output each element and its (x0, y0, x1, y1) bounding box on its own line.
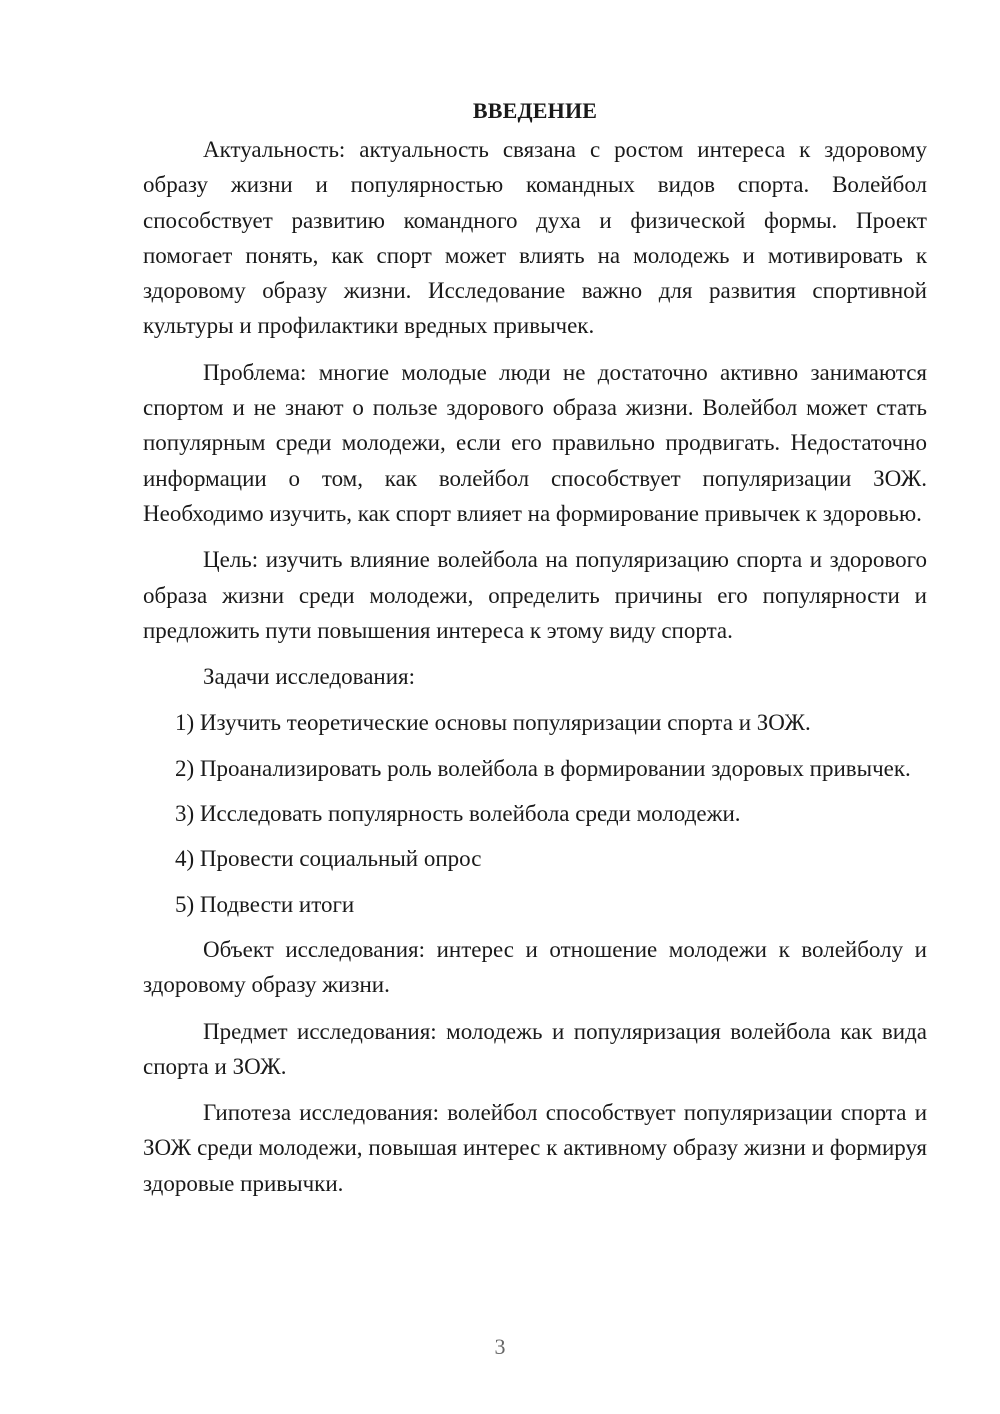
goal-paragraph: Цель: изучить влияние волейбола на популяризацию спорта и здорового образа жизни среди молодежи, определить причины его популярности и предложить пути повышения интереса к этому виду спорта. (143, 547, 927, 643)
task-item-2: 2) Проанализировать роль волейбола в формировании здоровых привычек. (175, 755, 911, 781)
problem-paragraph: Проблема: многие молодые люди не достаточно активно занимаются спортом и не знают о пользе здорового образа жизни. Волейбол может стать популярным среди молодежи, если его правильно продвигать. Недостаточно информации о том, как волейбол способствует популяризации ЗОЖ. Необходимо изучить, как спорт влияет на формирование привычек к здоровью. (143, 359, 927, 526)
task-item-5: 5) Подвести итоги (175, 891, 355, 917)
page-title: ВВЕДЕНИЕ (472, 98, 598, 123)
relevance-paragraph: Актуальность: актуальность связана с ростом интереса к здоровому образу жизни и популярностью командных видов спорта. Волейбол способствует развитию командного духа и физической формы. Проект помогает понять, как спорт может влиять на молодежь и мотивировать к здоровому образу жизни. Исследование важно для развития спортивной культуры и профилактики вредных привычек. (143, 137, 927, 339)
task-item-4: 4) Провести социальный опрос (175, 846, 482, 872)
task-item-1: 1) Изучить теоретические основы популяризации спорта и ЗОЖ. (175, 710, 811, 736)
page-number: 3 (494, 1334, 506, 1359)
document-page (143, 94, 927, 1212)
tasks-heading: Задачи исследования: (203, 664, 416, 690)
hypothesis-paragraph: Гипотеза исследования: волейбол способствует популяризации спорта и ЗОЖ среди молодежи, повышая интерес к активному образу жизни и формируя здоровые привычки. (143, 1100, 927, 1196)
object-paragraph: Объект исследования: интерес и отношение молодежи к волейболу и здоровому образу жизни. (143, 936, 927, 998)
subject-paragraph: Предмет исследования: молодежь и популяризация волейбола как вида спорта и ЗОЖ. (143, 1018, 927, 1079)
task-item-3: 3) Исследовать популярность волейбола среди молодежи. (175, 801, 741, 827)
